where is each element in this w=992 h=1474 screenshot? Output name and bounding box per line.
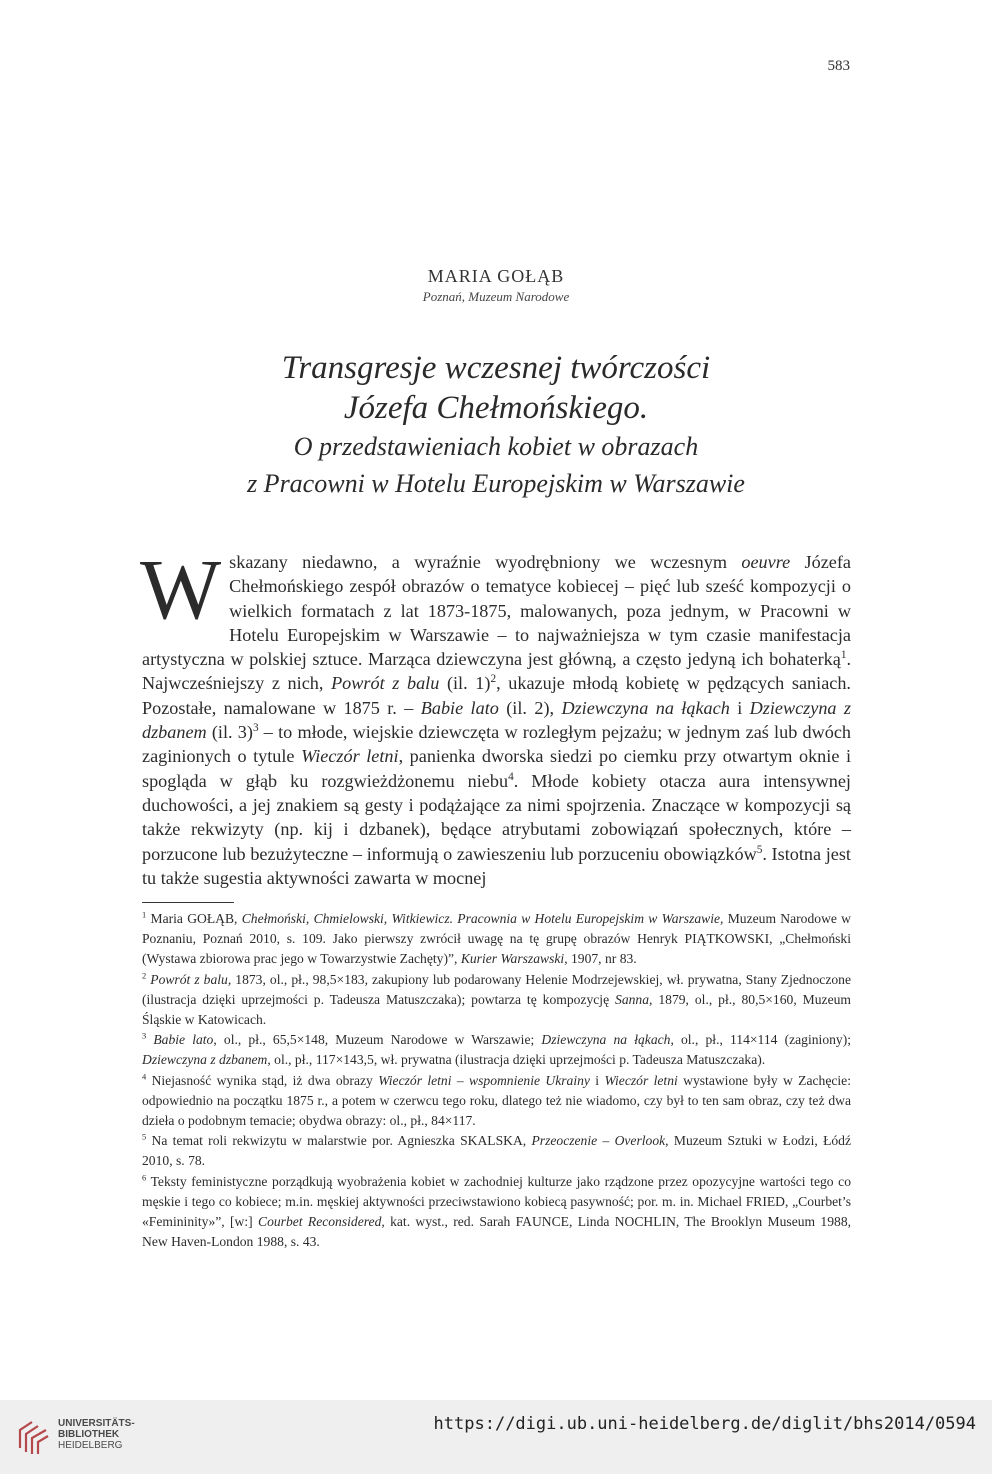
- text-run: – to młode, wiejskie dziewczęta w rozległym pejzażu; w jednym zaś lub dwóch zaginionych o tytule: [142, 722, 851, 767]
- text-run: , panienka dworska siedzi po ciemku przy otwartym oknie i spogląda w głąb ku rozgwieżdżonemu niebu: [142, 746, 851, 791]
- text-run: , ukazuje młodą kobietę w pędzących saniach. Pozostałe, namalowane w 1875 r. –: [142, 673, 851, 718]
- text-run-italic: Przeoczenie – Overlook: [531, 1133, 666, 1149]
- text-run-italic: Powrót z balu,: [146, 971, 232, 987]
- text-run-italic: Dziewczyna z dzbanem: [142, 697, 851, 743]
- footnote-4: [142, 1071, 851, 1132]
- footnote-ref-5[interactable]: 5: [756, 843, 763, 856]
- text-run: Maria GOŁĄB,: [146, 911, 242, 926]
- text-run: Na temat roli rekwizytu w malarstwie por. Agnieszka SKALSKA,: [146, 1133, 532, 1149]
- footnote-number: 2: [142, 970, 147, 981]
- footnote-number: 5: [142, 1131, 147, 1142]
- text-run: Niejasność wynika stąd, iż dwa obrazy: [146, 1072, 379, 1088]
- text-run: (il. 3): [206, 722, 253, 743]
- footnotes: [142, 909, 851, 1252]
- text-run-italic: Babie lato: [420, 697, 499, 718]
- library-name-line-2: BIBLIOTHEK: [58, 1429, 120, 1440]
- library-name-line-1: UNIVERSITÄTS-: [58, 1418, 135, 1429]
- text-run-italic: Courbet Reconsidered: [258, 1214, 382, 1230]
- text-run: skazany niedawno, a wyraźnie wyodrębniony we wczesnym: [229, 552, 742, 572]
- text-run-italic: Dziewczyna z dzbanem: [142, 1052, 268, 1068]
- title-line-2: Józefa Chełmońskiego.: [343, 390, 649, 426]
- text-run: wystawione były w Zachęcie: odpowiednio na początku 1875 r., a potem w czerwcu tego roku, dlatego też nie wiadomo, czy był to ten sam obraz, czy też dwa dzieła o podobnym temacie; obydwa obrazy: ol., pł., 84×117.: [142, 1072, 851, 1129]
- drop-cap: W: [140, 541, 222, 637]
- footnote-number: 4: [142, 1071, 147, 1082]
- text-run: . Młode kobiety otacza aura intensywnej duchowości, a jej znakiem są gesty i podążające za nimi spojrzenia. Znaczące w kompozycji są także rekwizyty (np. kij i dzbanek), będące atrybutami zobowiązań społecznych, które – porzucone lub bezużyteczne – informują o zawieszeniu lub porzuceniu obowiązków: [142, 770, 851, 864]
- text-run: Teksty feministyczne porządkują wyobrażenia kobiet w zachodniej kulturze jako rządzone przez opozycyjne wartości tego co męskie i tego co kobiece; m.in. męskiej aktywności przeciwstawiono kobiecą pasywność; por. m. in. Michael FRIED, „Courbet’s «Femininity»”, [w:]: [142, 1173, 851, 1230]
- library-name: [58, 1418, 135, 1451]
- author-name: MARIA GOŁĄB: [427, 266, 565, 286]
- source-url-link[interactable]: https://digi.ub.uni-heidelberg.de/diglit/bhs2014/0594: [433, 1414, 976, 1434]
- subtitle-line-2: z Pracowni w Hotelu Europejskim w Warszawie: [247, 469, 745, 498]
- text-run: , ol., pł., 117×143,5, wł. prywatna (ilustracja dzięki uprzejmości p. Tadeusza Matuszczaka).: [267, 1052, 766, 1068]
- footnote-5: [142, 1131, 851, 1171]
- text-run-italic: Kurier Warszawski: [460, 951, 565, 967]
- text-run: Muzeum Narodowe w Poznaniu, Poznań 2010, s. 109. Jako pierwszy zwrócił uwagę na tę grupę obrazów Henryk PIĄTKOWSKI, „Chełmoński (Wystawa zbiorowa prac jego w Towarzystwie Zachęty)”,: [142, 911, 852, 967]
- text-run: i: [589, 1072, 605, 1088]
- library-name-line-3: HEIDELBERG: [58, 1440, 123, 1451]
- text-run: . Istotna jest tu także sugestia aktywności zawarta w mocnej: [142, 843, 851, 888]
- article-title: [0, 348, 992, 502]
- text-run: , ol., pł., 65,5×148, Muzeum Narodowe w Warszawie;: [213, 1032, 542, 1048]
- body-text: [140, 541, 851, 890]
- text-run-italic: Dziewczyna na łąkach: [561, 697, 730, 718]
- text-run: i: [729, 697, 750, 718]
- text-run: , 1907, nr 83.: [564, 951, 637, 967]
- body-paragraph: [140, 541, 851, 890]
- text-run-italic: Dziewczyna na łąkach: [541, 1032, 671, 1048]
- subtitle-line-1: O przedstawieniach kobiet w obrazach: [293, 432, 699, 461]
- footnote-6: [142, 1172, 851, 1253]
- library-logo-icon[interactable]: [14, 1418, 52, 1456]
- footnote-ref-2[interactable]: 2: [490, 673, 497, 686]
- footnote-3: [142, 1030, 851, 1070]
- text-run-italic: Wieczór letni – wspomnienie Ukrainy: [378, 1072, 590, 1088]
- text-run: , Muzeum Sztuki w Łodzi, Łódź 2010, s. 78.: [142, 1133, 851, 1169]
- text-run-italic: Sanna: [615, 991, 650, 1007]
- footnote-1: [142, 909, 851, 970]
- footnote-number: 3: [142, 1030, 147, 1041]
- text-run-italic: Babie lato: [146, 1032, 214, 1048]
- text-run-italic: Wieczór letni: [301, 746, 399, 767]
- author-affiliation: Poznań, Muzeum Narodowe: [422, 289, 570, 304]
- text-run: , kat. wyst., red. Sarah FAUNCE, Linda NOCHLIN, The Brooklyn Museum 1988, New Haven-London 1988, s. 43.: [142, 1214, 852, 1250]
- text-run: Józefa Chełmońskiego zespół obrazów o tematyce kobiecej – pięć lub sześć kompozycji o wielkich formatach z lat 1873-1875, malowanych, poza jednym, w Pracowni w Hotelu Europejskim w Warszawie – to najważniejsza w tym czasie manifestacja artystyczna w polskiej sztuce. Marząca dziewczyna jest główną, a często jedyną ich bohaterką: [142, 552, 851, 670]
- text-run: 1873, ol., pł., 98,5×183, zakupiony lub podarowany Helenie Modrzejewskiej, wł. prywatna, Stany Zjednoczone (ilustracja dzięki uprzejmości p. Tadeusza Matuszczaka); powtarza tę kompozycję: [142, 971, 851, 1007]
- footnote-number: 6: [142, 1172, 147, 1183]
- page-number: 583: [827, 58, 850, 74]
- footnote-ref-3[interactable]: 3: [252, 722, 259, 735]
- text-run: , ol., pł., 114×114 (zaginiony);: [670, 1032, 852, 1048]
- text-run-italic: oeuvre: [741, 552, 791, 572]
- footer-bar: [0, 1400, 992, 1474]
- footnote-ref-4[interactable]: 4: [508, 770, 514, 783]
- text-run-italic: Chełmoński, Chmielowski, Witkiewicz. Pracownia w Hotelu Europejskim w Warszawie,: [241, 911, 724, 926]
- text-run: , 1879, ol., pł., 80,5×160, Muzeum Śląskie w Katowicach.: [142, 991, 851, 1028]
- text-run: . Najwcześniejszy z nich,: [142, 649, 851, 694]
- title-line-1: Transgresje wczesnej twórczości: [281, 350, 711, 386]
- text-run-italic: Powrót z balu: [331, 673, 440, 694]
- footnote-ref-1[interactable]: 1: [840, 649, 847, 662]
- footnote-2: [142, 970, 851, 1031]
- text-run-italic: Wieczór letni: [604, 1072, 678, 1088]
- text-run: (il. 1): [439, 673, 491, 694]
- footnote-divider: [142, 902, 234, 903]
- text-run: (il. 2),: [498, 697, 562, 718]
- footnote-number: 1: [142, 909, 147, 920]
- author-block: [0, 266, 992, 305]
